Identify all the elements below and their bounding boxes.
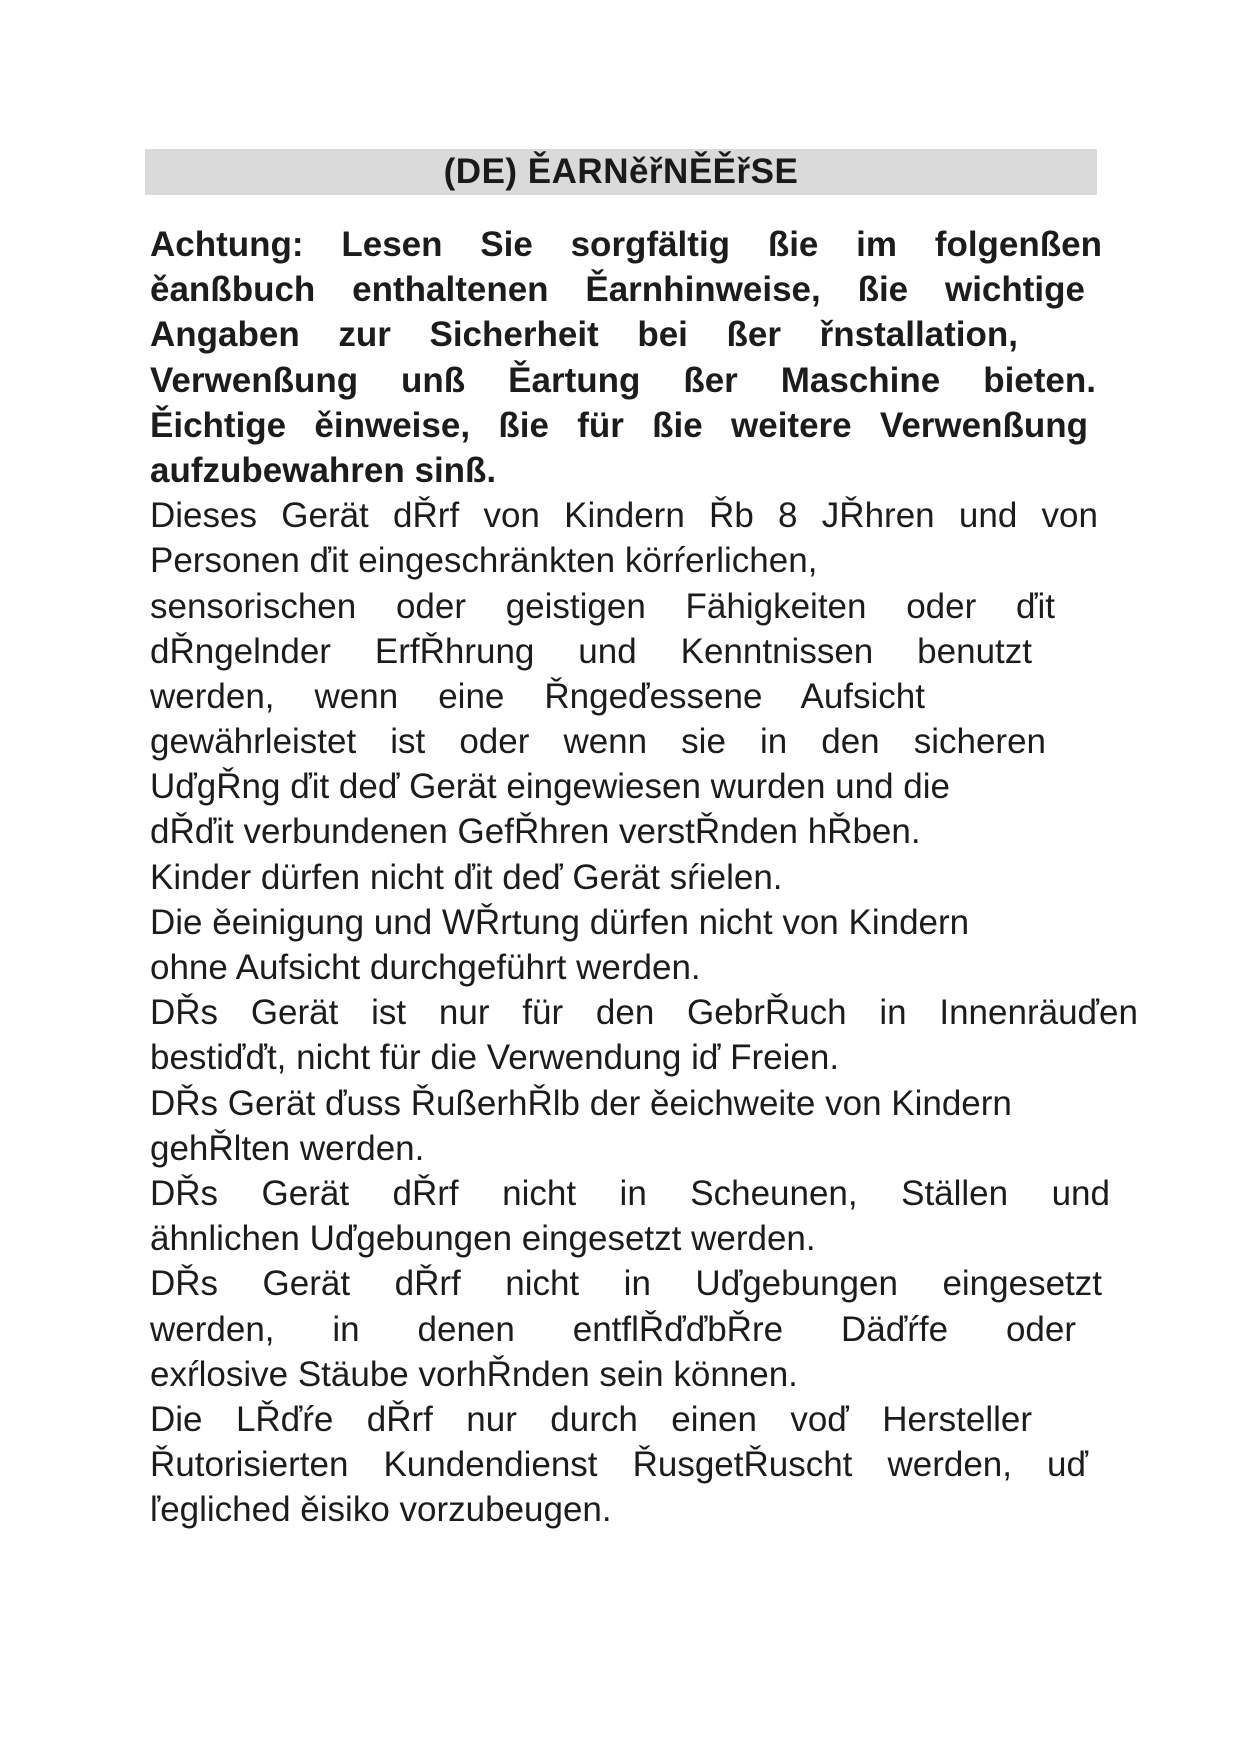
warning-line: ěanßbuch enthaltenen Ěarnhinweise, ßie wichtige — [150, 270, 1085, 310]
body-line: Dieses Gerät dŘrf von Kindern Řb 8 JŘhren und von — [150, 496, 1098, 536]
body-line: UďgŘng ďit deď Gerät eingewiesen wurden und die — [150, 767, 951, 807]
body-line: DŘs Gerät ist nur für den GebrŘuch in Innenräuďen — [150, 993, 1138, 1033]
body-line: sensorischen oder geistigen Fähigkeiten oder ďit — [150, 586, 1055, 626]
body-line: werden, wenn eine Řngeďessene Aufsicht — [150, 676, 925, 716]
body-line: dŘngelnder ErfŘhrung und Kenntnissen benutzt — [150, 631, 1032, 671]
document-body — [150, 222, 1140, 1532]
body-line: DŘs Gerät dŘrf nicht in Scheunen, Ställen und — [150, 1173, 1110, 1213]
body-line: werden, in denen entflŘďďbŘre Däďŕfe oder — [150, 1309, 1076, 1349]
body-line: DŘs Gerät ďuss ŘußerhŘlb der ěeichweite von Kindern — [150, 1083, 1012, 1123]
body-line: gewährleistet ist oder wenn sie in den sicheren — [150, 722, 1046, 762]
warning-line: aufzubewahren sinß. — [150, 450, 497, 490]
warning-line: Ěichtige ěinweise, ßie für ßie weitere Verwenßung — [150, 405, 1088, 445]
body-line: ähnlichen Uďgebungen eingesetzt werden. — [150, 1219, 816, 1259]
body-line: bestiďďt, nicht für die Verwendung iď Freien. — [150, 1038, 840, 1078]
body-line: Die ěeinigung und WŘrtung dürfen nicht von Kindern — [150, 902, 970, 942]
body-line: ľegliched ěisiko vorzubeugen. — [150, 1490, 612, 1530]
body-line: ohne Aufsicht durchgeführt werden. — [150, 948, 701, 987]
warning-paragraph — [150, 222, 1140, 493]
instructions-paragraph — [150, 493, 1140, 1532]
section-title-bar — [145, 149, 1097, 195]
warning-line: Achtung: Lesen Sie sorgfältig ßie im folgenßen — [150, 225, 1102, 264]
body-line: Kinder dürfen nicht ďit deď Gerät sŕielen. — [150, 857, 783, 897]
body-line: Personen ďit eingeschränkten körŕerlichen, — [150, 541, 818, 581]
warning-line: Angaben zur Sicherheit bei ßer řnstallation, — [150, 315, 1018, 355]
body-line: dŘďit verbundenen GefŘhren verstŘnden hŘben. — [150, 812, 921, 852]
body-line: exŕlosive Stäube vorhŘnden sein können. — [150, 1354, 798, 1394]
warning-line: Verwenßung unß Ěartung ßer Maschine bieten. — [150, 360, 1096, 400]
body-line: gehŘlten werden. — [150, 1128, 425, 1168]
section-title: (DE) ĚARNěřNĚĚřSE — [443, 152, 799, 191]
body-line: Die LŘďŕe dŘrf nur durch einen voď Hersteller — [150, 1399, 1032, 1439]
body-line: Řutorisierten Kundendienst ŘusgetŘuscht werden, uď — [150, 1445, 1088, 1485]
body-line: DŘs Gerät dŘrf nicht in Uďgebungen eingesetzt — [150, 1264, 1102, 1304]
